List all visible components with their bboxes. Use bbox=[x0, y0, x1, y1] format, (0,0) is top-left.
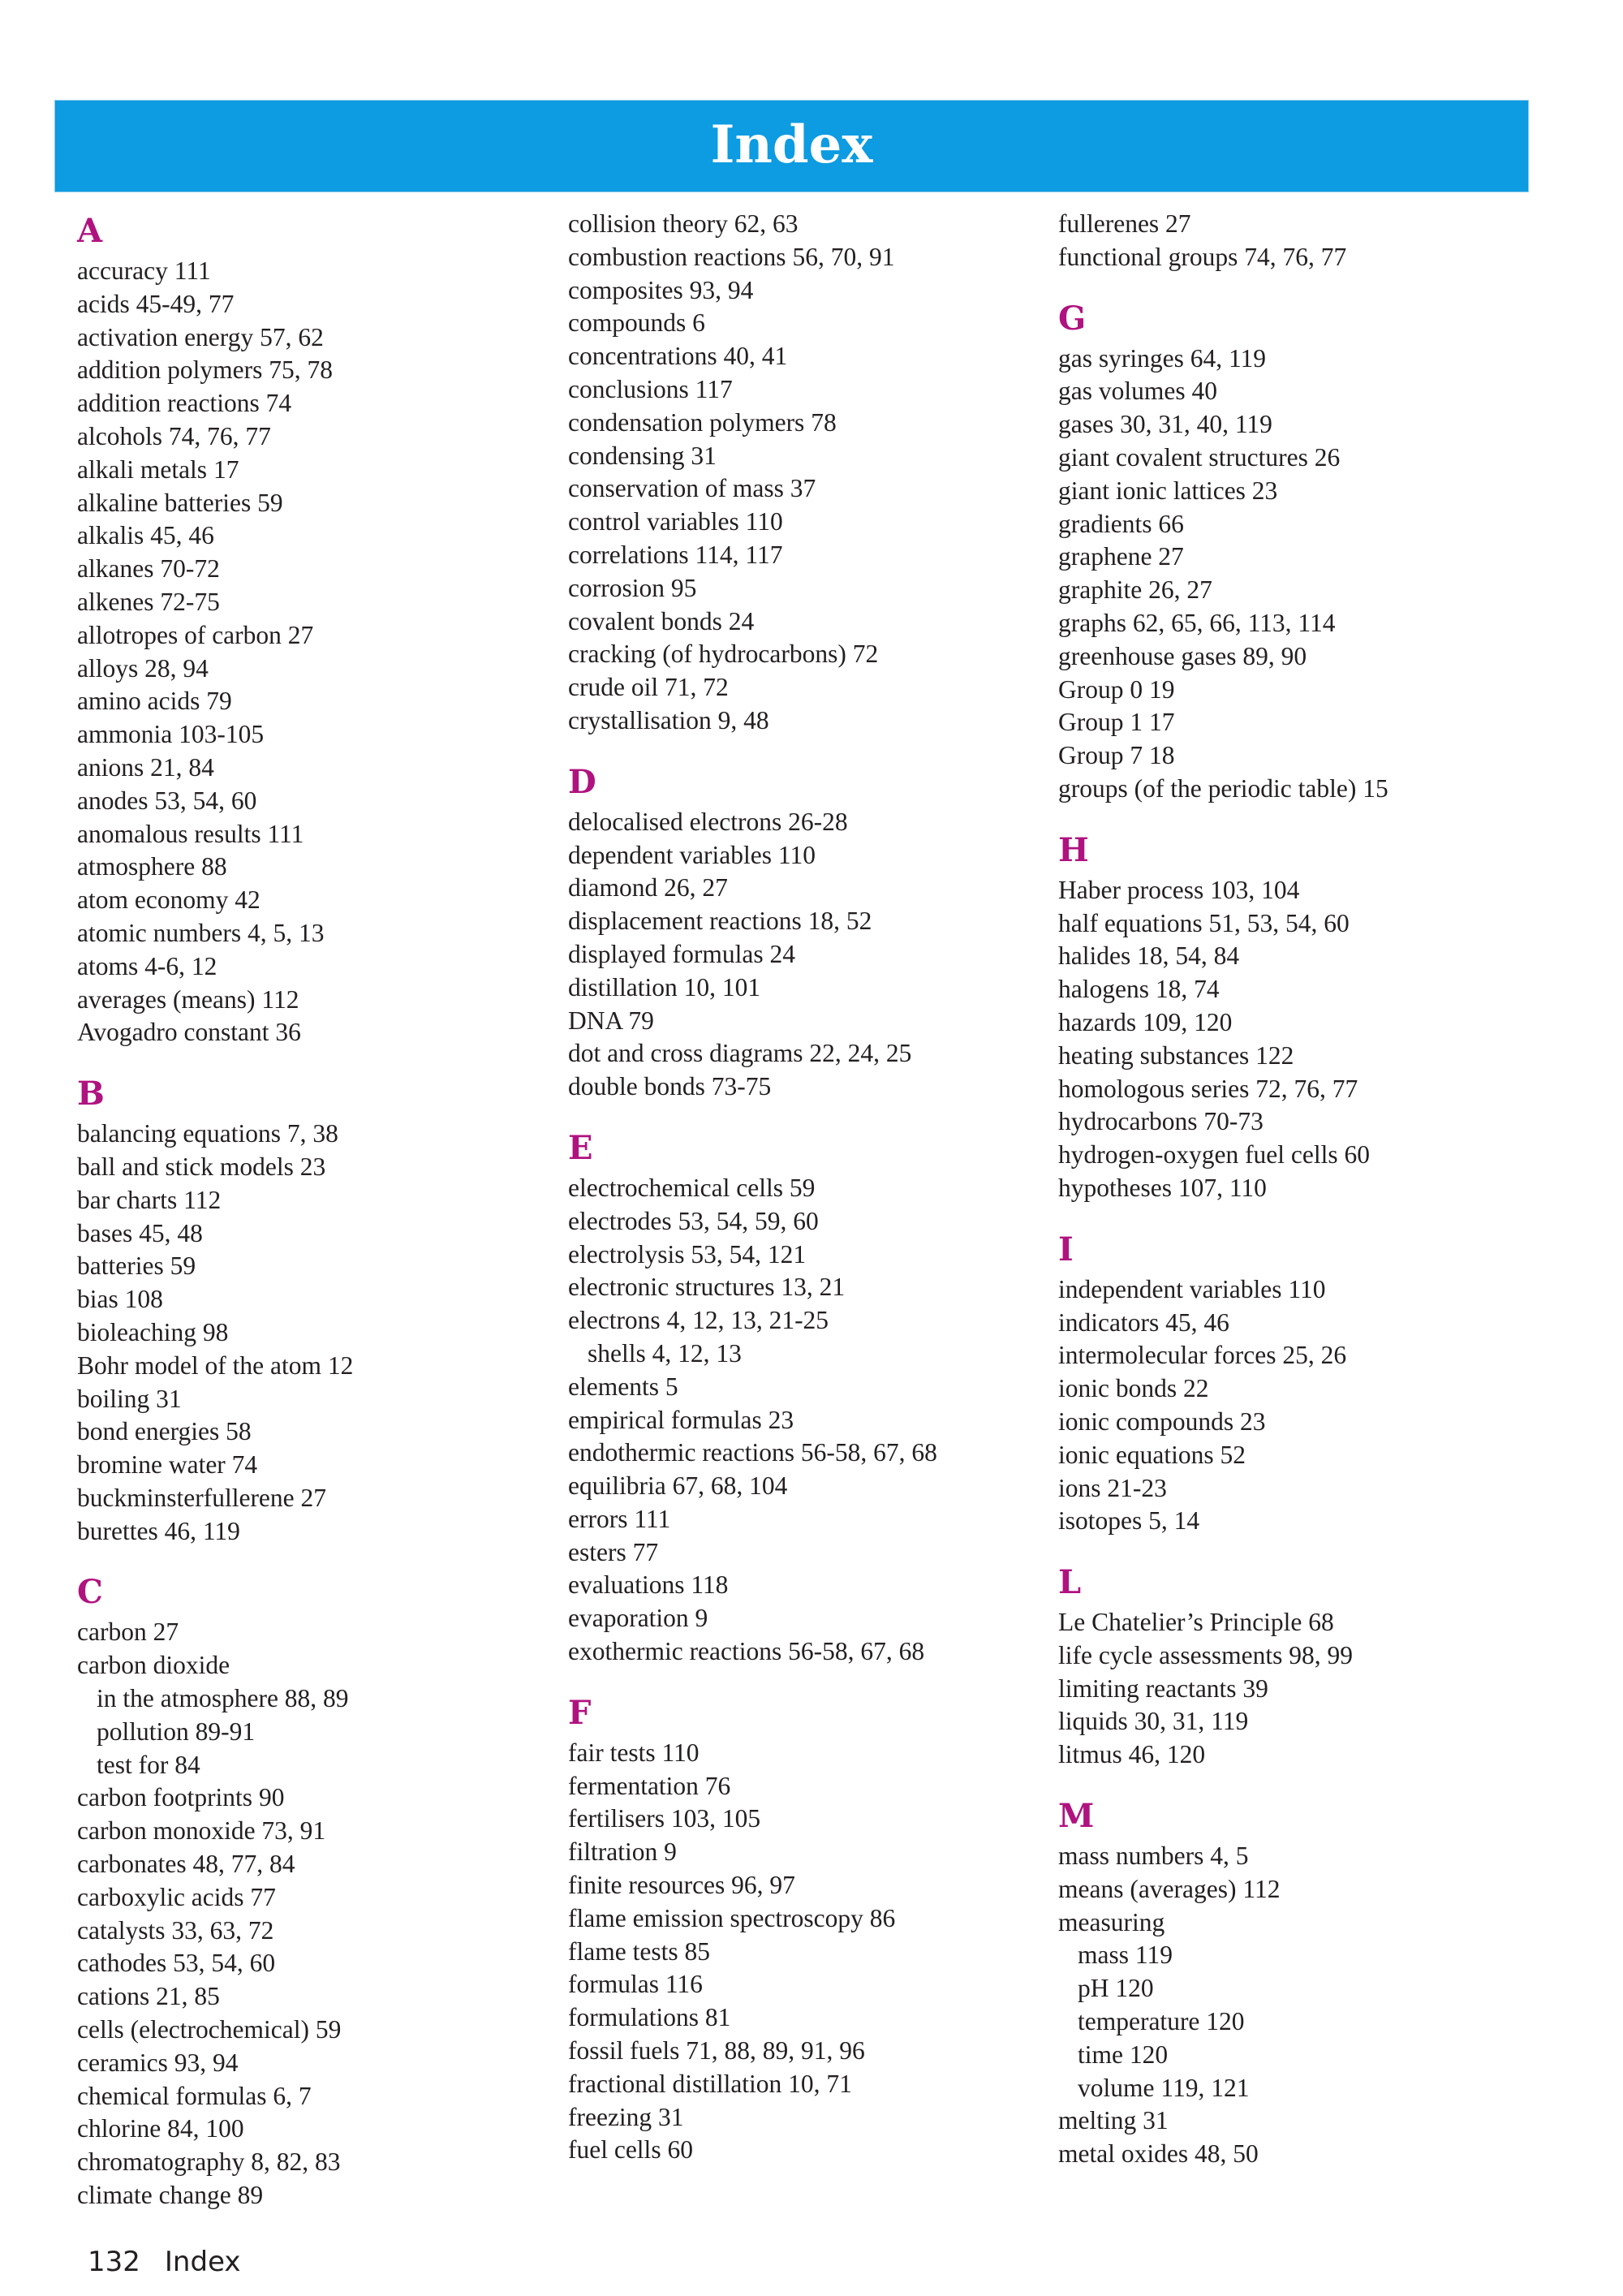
index-entry: fullerenes 27 bbox=[1058, 209, 1191, 238]
index-entry: Avogadro constant 36 bbox=[77, 1018, 301, 1047]
index-entry: fair tests 110 bbox=[568, 1738, 700, 1767]
index-entry: gases 30, 31, 40, 119 bbox=[1058, 410, 1272, 439]
footer-label: Index bbox=[164, 2246, 241, 2278]
index-entry: anions 21, 84 bbox=[77, 752, 214, 782]
index-entry: atomic numbers 4, 5, 13 bbox=[77, 918, 325, 947]
index-entry: carboxylic acids 77 bbox=[77, 1882, 276, 1911]
index-entry: ionic equations 52 bbox=[1058, 1440, 1246, 1469]
index-entry: electrochemical cells 59 bbox=[568, 1173, 816, 1202]
index-entry: errors 111 bbox=[568, 1504, 671, 1533]
index-entry: ionic bonds 22 bbox=[1058, 1374, 1209, 1403]
index-entry: control variables 110 bbox=[568, 507, 783, 536]
index-entry: crude oil 71, 72 bbox=[568, 673, 729, 702]
index-entry: endothermic reactions 56-58, 67, 68 bbox=[568, 1438, 937, 1467]
index-entry: alkenes 72-75 bbox=[77, 587, 220, 616]
index-entry: finite resources 96, 97 bbox=[568, 1871, 795, 1900]
index-entry: litmus 46, 120 bbox=[1058, 1740, 1206, 1769]
index-entry: atmosphere 88 bbox=[77, 852, 227, 881]
section-letter-i: I bbox=[1058, 1230, 1074, 1269]
index-entry: conclusions 117 bbox=[568, 374, 733, 403]
index-entry: dependent variables 110 bbox=[568, 840, 816, 869]
index-entry: accuracy 111 bbox=[77, 256, 211, 285]
index-entry: displayed formulas 24 bbox=[568, 939, 795, 968]
index-entry: allotropes of carbon 27 bbox=[77, 620, 314, 649]
index-entry: activation energy 57, 62 bbox=[77, 322, 324, 351]
index-column-3 bbox=[1058, 208, 1388, 2171]
index-entry: condensation polymers 78 bbox=[568, 407, 837, 437]
index-column-2 bbox=[568, 208, 937, 2167]
index-entry: indicators 45, 46 bbox=[1058, 1307, 1229, 1337]
index-entry: empirical formulas 23 bbox=[568, 1405, 794, 1434]
index-entry: hypotheses 107, 110 bbox=[1058, 1173, 1267, 1202]
index-entry: isotopes 5, 14 bbox=[1058, 1506, 1200, 1536]
index-entry: addition polymers 75, 78 bbox=[77, 355, 333, 385]
section-letter-a: A bbox=[77, 212, 103, 250]
section-letter-c: C bbox=[77, 1573, 103, 1612]
index-entry: halides 18, 54, 84 bbox=[1058, 941, 1240, 971]
index-entry: fuel cells 60 bbox=[568, 2135, 693, 2165]
index-entry: boiling 31 bbox=[77, 1384, 182, 1413]
index-entry: Group 7 18 bbox=[1058, 741, 1175, 770]
index-entry: carbonates 48, 77, 84 bbox=[77, 1850, 295, 1879]
index-entry: addition reactions 74 bbox=[77, 389, 292, 418]
index-entry: alcohols 74, 76, 77 bbox=[77, 421, 271, 450]
section-letter-l: L bbox=[1058, 1563, 1082, 1602]
index-subentry: pollution 89-91 bbox=[97, 1717, 256, 1746]
index-entry: conservation of mass 37 bbox=[568, 474, 816, 503]
index-entry: alkali metals 17 bbox=[77, 454, 239, 484]
index-entry: halogens 18, 74 bbox=[1058, 975, 1220, 1004]
index-entry: chromatography 8, 82, 83 bbox=[77, 2147, 341, 2177]
index-entry: balancing equations 7, 38 bbox=[77, 1119, 338, 1148]
index-entry: limiting reactants 39 bbox=[1058, 1674, 1268, 1703]
index-entry: combustion reactions 56, 70, 91 bbox=[568, 242, 895, 271]
index-entry: formulas 116 bbox=[568, 1970, 703, 1999]
index-entry: intermolecular forces 25, 26 bbox=[1058, 1341, 1347, 1370]
index-entry: Group 1 17 bbox=[1058, 708, 1175, 737]
index-entry: crystallisation 9, 48 bbox=[568, 705, 769, 734]
index-entry: homologous series 72, 76, 77 bbox=[1058, 1074, 1358, 1103]
index-entry: composites 93, 94 bbox=[568, 275, 754, 304]
index-entry: catalysts 33, 63, 72 bbox=[77, 1915, 274, 1945]
index-entry: hydrogen-oxygen fuel cells 60 bbox=[1058, 1140, 1371, 1170]
index-entry: fertilisers 103, 105 bbox=[568, 1804, 761, 1833]
index-subentry: mass 119 bbox=[1078, 1941, 1173, 1970]
index-entry: gas volumes 40 bbox=[1058, 377, 1217, 406]
index-entry: evaluations 118 bbox=[568, 1570, 729, 1600]
index-entry: bar charts 112 bbox=[77, 1185, 222, 1214]
section-letter-g: G bbox=[1058, 299, 1087, 338]
index-entry: fractional distillation 10, 71 bbox=[568, 2069, 852, 2098]
index-entry: fermentation 76 bbox=[568, 1771, 731, 1800]
index-entry: carbon 27 bbox=[77, 1618, 179, 1647]
index-entry: Haber process 103, 104 bbox=[1058, 875, 1300, 904]
index-entry: ions 21-23 bbox=[1058, 1473, 1167, 1502]
index-entry: graphs 62, 65, 66, 113, 114 bbox=[1058, 608, 1336, 637]
index-entry: heating substances 122 bbox=[1058, 1040, 1294, 1070]
index-entry: liquids 30, 31, 119 bbox=[1058, 1707, 1249, 1736]
index-entry: cracking (of hydrocarbons) 72 bbox=[568, 640, 879, 669]
index-subentry: time 120 bbox=[1078, 2040, 1169, 2069]
index-entry: giant ionic lattices 23 bbox=[1058, 476, 1278, 505]
index-entry: concentrations 40, 41 bbox=[568, 342, 788, 371]
index-entry: alkaline batteries 59 bbox=[77, 488, 283, 517]
index-column-1 bbox=[77, 208, 353, 2212]
page-footer bbox=[88, 2246, 241, 2278]
index-entry: collision theory 62, 63 bbox=[568, 209, 799, 238]
index-entry: compounds 6 bbox=[568, 308, 705, 338]
index-entry: electrodes 53, 54, 59, 60 bbox=[568, 1206, 819, 1235]
index-entry: bases 45, 48 bbox=[77, 1218, 203, 1247]
page-title: Index bbox=[710, 114, 873, 175]
index-subentry: test for 84 bbox=[97, 1750, 200, 1779]
index-entry: double bonds 73-75 bbox=[568, 1072, 772, 1101]
index-entry: mass numbers 4, 5 bbox=[1058, 1842, 1249, 1871]
index-entry: ceramics 93, 94 bbox=[77, 2048, 239, 2077]
index-entry: cations 21, 85 bbox=[77, 1982, 220, 2011]
index-entry: half equations 51, 53, 54, 60 bbox=[1058, 908, 1350, 937]
index-entry: measuring bbox=[1058, 1907, 1165, 1936]
index-entry: melting 31 bbox=[1058, 2106, 1169, 2135]
section-letter-h: H bbox=[1058, 830, 1089, 869]
index-entry: buckminsterfullerene 27 bbox=[77, 1483, 327, 1512]
index-entry: burettes 46, 119 bbox=[77, 1516, 240, 1545]
index-entry: equilibria 67, 68, 104 bbox=[568, 1471, 788, 1501]
index-entry: corrosion 95 bbox=[568, 573, 697, 602]
index-entry: bond energies 58 bbox=[77, 1417, 252, 1446]
index-entry: amino acids 79 bbox=[77, 687, 232, 716]
index-entry: independent variables 110 bbox=[1058, 1274, 1326, 1303]
index-entry: graphene 27 bbox=[1058, 542, 1184, 571]
section-letter-m: M bbox=[1058, 1797, 1095, 1836]
index-entry: alkalis 45, 46 bbox=[77, 521, 214, 550]
index-entry: flame tests 85 bbox=[568, 1936, 710, 1966]
index-entry: fossil fuels 71, 88, 89, 91, 96 bbox=[568, 2036, 865, 2066]
page-number: 132 bbox=[88, 2246, 140, 2278]
index-subentry: volume 119, 121 bbox=[1078, 2073, 1250, 2102]
index-banner bbox=[54, 100, 1529, 192]
index-entry: chemical formulas 6, 7 bbox=[77, 2081, 312, 2110]
index-entry: metal oxides 48, 50 bbox=[1058, 2139, 1259, 2169]
index-entry: elements 5 bbox=[568, 1372, 678, 1401]
index-subentry: temperature 120 bbox=[1078, 2007, 1245, 2036]
index-entry: carbon dioxide bbox=[77, 1651, 230, 1680]
index-entry: anomalous results 111 bbox=[77, 819, 304, 848]
index-entry: dot and cross diagrams 22, 24, 25 bbox=[568, 1039, 912, 1068]
index-entry: electrons 4, 12, 13, 21-25 bbox=[568, 1306, 829, 1335]
index-entry: cells (electrochemical) 59 bbox=[77, 2015, 342, 2044]
index-entry: covalent bonds 24 bbox=[568, 606, 755, 635]
index-entry: life cycle assessments 98, 99 bbox=[1058, 1640, 1354, 1669]
index-entry: evaporation 9 bbox=[568, 1604, 708, 1633]
index-entry: ionic compounds 23 bbox=[1058, 1406, 1266, 1436]
index-entry: bioleaching 98 bbox=[77, 1317, 229, 1346]
section-letter-e: E bbox=[568, 1128, 593, 1167]
index-entry: diamond 26, 27 bbox=[568, 873, 728, 902]
index-subentry: shells 4, 12, 13 bbox=[588, 1338, 742, 1368]
index-entry: formulations 81 bbox=[568, 2003, 731, 2032]
index-entry: graphite 26, 27 bbox=[1058, 575, 1212, 605]
index-entry: esters 77 bbox=[568, 1537, 659, 1566]
index-entry: gas syringes 64, 119 bbox=[1058, 343, 1267, 373]
index-entry: exothermic reactions 56-58, 67, 68 bbox=[568, 1637, 925, 1666]
index-entry: ball and stick models 23 bbox=[77, 1152, 326, 1181]
index-subentry: pH 120 bbox=[1078, 1974, 1154, 2003]
index-entry: filtration 9 bbox=[568, 1837, 677, 1867]
index-entry: correlations 114, 117 bbox=[568, 540, 783, 569]
index-entry: electrolysis 53, 54, 121 bbox=[568, 1239, 807, 1269]
index-entry: distillation 10, 101 bbox=[568, 972, 761, 1002]
index-subentry: in the atmosphere 88, 89 bbox=[97, 1684, 349, 1713]
index-entry: alloys 28, 94 bbox=[77, 653, 209, 683]
index-entry: ammonia 103-105 bbox=[77, 720, 265, 749]
index-entry: electronic structures 13, 21 bbox=[568, 1273, 846, 1302]
index-entry: climate change 89 bbox=[77, 2181, 264, 2210]
index-entry: hazards 109, 120 bbox=[1058, 1007, 1233, 1036]
index-entry: cathodes 53, 54, 60 bbox=[77, 1949, 276, 1978]
index-entry: hydrocarbons 70-73 bbox=[1058, 1107, 1264, 1136]
index-entry: greenhouse gases 89, 90 bbox=[1058, 641, 1307, 670]
index-entry: atoms 4-6, 12 bbox=[77, 951, 217, 980]
index-entry: acids 45-49, 77 bbox=[77, 289, 235, 318]
index-entry: condensing 31 bbox=[568, 441, 717, 470]
index-entry: atom economy 42 bbox=[77, 885, 260, 915]
section-letter-f: F bbox=[568, 1693, 592, 1732]
index-entry: DNA 79 bbox=[568, 1006, 654, 1035]
index-entry: giant covalent structures 26 bbox=[1058, 442, 1341, 472]
index-entry: functional groups 74, 76, 77 bbox=[1058, 242, 1347, 271]
section-letter-b: B bbox=[77, 1075, 105, 1114]
index-entry: flame emission spectroscopy 86 bbox=[568, 1903, 896, 1932]
index-entry: Group 0 19 bbox=[1058, 674, 1175, 704]
index-entry: alkanes 70-72 bbox=[77, 554, 220, 584]
index-entry: groups (of the periodic table) 15 bbox=[1058, 773, 1388, 803]
index-entry: anodes 53, 54, 60 bbox=[77, 786, 257, 815]
index-entry: bias 108 bbox=[77, 1285, 163, 1314]
index-entry: displacement reactions 18, 52 bbox=[568, 907, 872, 936]
index-entry: freezing 31 bbox=[568, 2102, 684, 2131]
index-entry: gradients 66 bbox=[1058, 509, 1184, 538]
index-entry: Le Chatelier’s Principle 68 bbox=[1058, 1608, 1334, 1637]
section-letter-d: D bbox=[568, 762, 596, 801]
index-entry: bromine water 74 bbox=[77, 1450, 258, 1480]
index-entry: averages (means) 112 bbox=[77, 984, 299, 1014]
index-entry: delocalised electrons 26-28 bbox=[568, 807, 848, 836]
index-entry: carbon footprints 90 bbox=[77, 1783, 285, 1812]
index-entry: means (averages) 112 bbox=[1058, 1874, 1281, 1903]
index-entry: Bohr model of the atom 12 bbox=[77, 1350, 354, 1380]
index-entry: batteries 59 bbox=[77, 1251, 196, 1281]
index-entry: carbon monoxide 73, 91 bbox=[77, 1816, 326, 1846]
index-entry: chlorine 84, 100 bbox=[77, 2114, 244, 2143]
